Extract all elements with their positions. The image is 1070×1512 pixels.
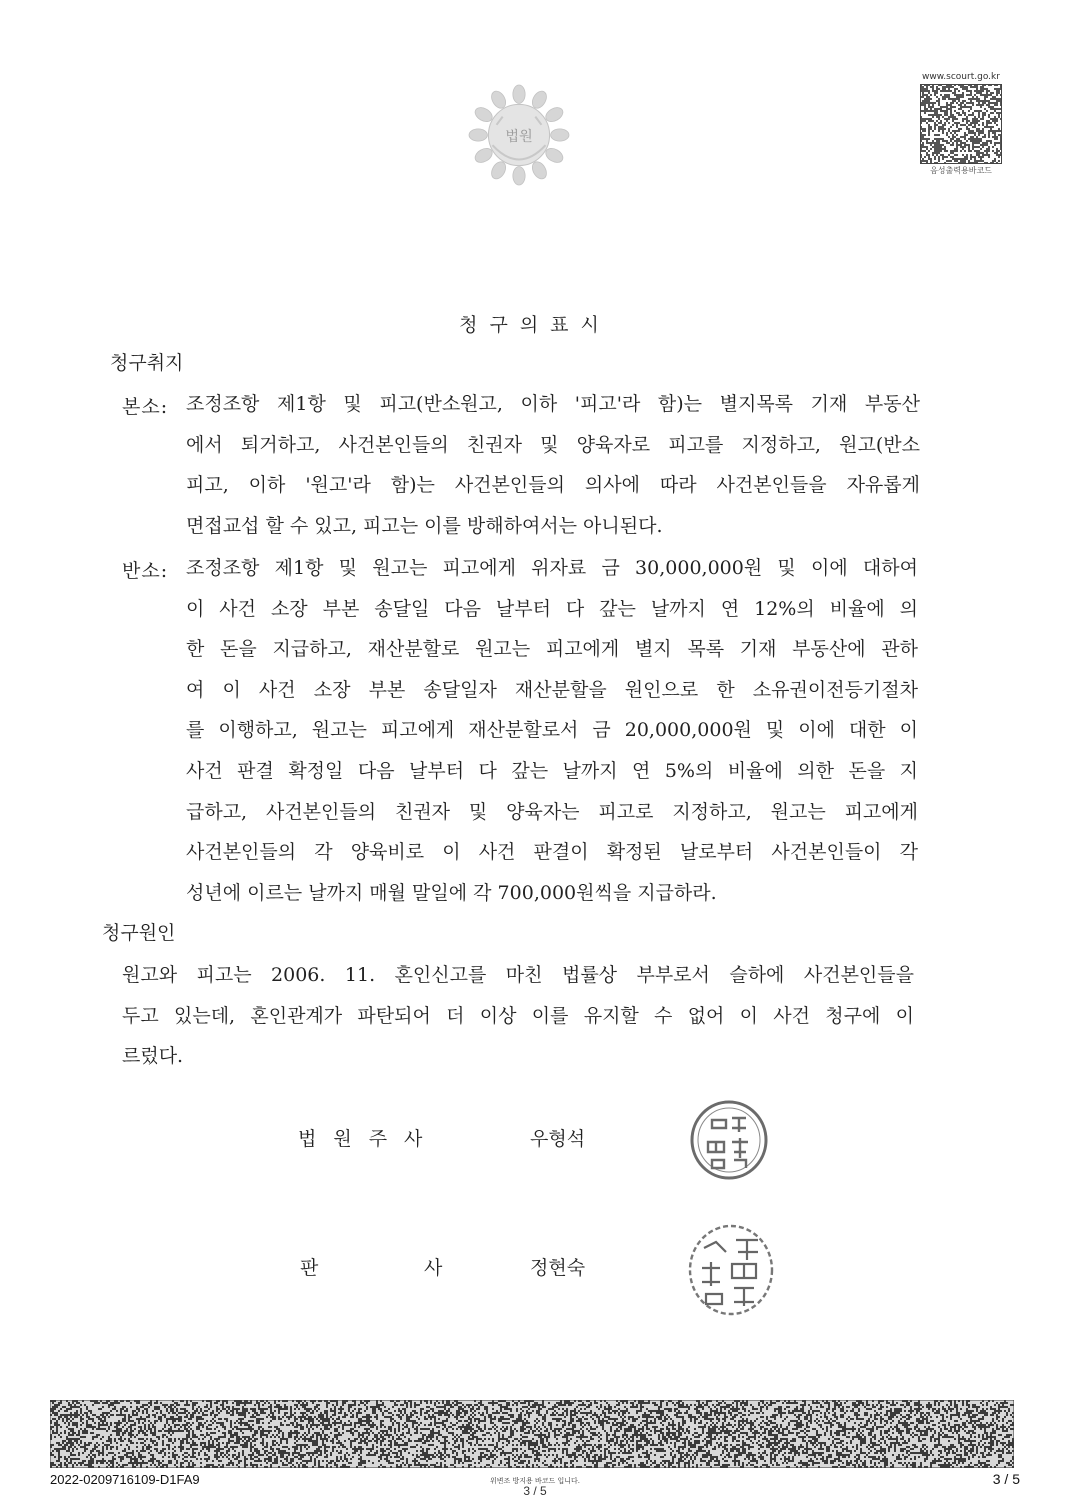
judge-name: 정현숙: [530, 1257, 586, 1279]
label-banso: 반소:: [122, 560, 169, 582]
text-line: 를 이행하고, 원고는 피고에게 재산분할로서 금 20,000,000원 및 이에 대한 이: [186, 719, 918, 742]
text-line: 이 사건 소장 부본 송달일 다음 날부터 다 갚는 날까지 연 12%의 비율에 의: [186, 597, 918, 620]
text-line: 면접교섭 할 수 있고, 피고는 이를 방해하여서는 아니된다.: [186, 514, 663, 537]
section-heading-purpose: 청구취지: [110, 352, 184, 374]
text-line: 원고와 피고는 2006. 11. 혼인신고를 마친 법률상 부부로서 슬하에 사건본인들을: [122, 964, 914, 986]
page-number: 3 / 5: [992, 1471, 1020, 1487]
text-line: 에서 퇴거하고, 사건본인들의 친권자 및 양육자로 피고를 지정하고, 원고(반소: [186, 433, 920, 456]
judge-title-second: 사: [424, 1257, 443, 1279]
document-title: 청구의표시: [459, 314, 611, 336]
text-line: 한 돈을 지급하고, 재산분할로 원고는 피고에게 별지 목록 기재 부동산에 관하: [186, 638, 918, 661]
text-line: 사건 판결 확정일 다음 날부터 다 갚는 날까지 연 5%의 비율에 의한 돈을 지: [186, 759, 918, 782]
clerk-name: 우형석: [530, 1128, 586, 1150]
judge-title-first: 판: [300, 1257, 319, 1279]
paragraph-cause: [122, 955, 914, 1077]
text-line: 두고 있는데, 혼인관계가 파탄되어 더 이상 이를 유지할 수 없어 이 사건 청구에 이: [122, 1004, 914, 1027]
document-id: 2022-0209716109-D1FA9: [50, 1472, 200, 1487]
emblem-label: 법원: [505, 129, 533, 146]
court-emblem-icon: [468, 84, 570, 186]
label-bonso: 본소:: [122, 396, 169, 418]
clerk-title: 법원주사: [298, 1128, 440, 1150]
text-line: 여 이 사건 소장 부본 송달일자 재산분할을 원인으로 한 소유권이전등기절차: [186, 678, 918, 701]
text-line: 급하고, 사건본인들의 친권자 및 양육자는 피고로 지정하고, 원고는 피고에게: [186, 800, 918, 823]
text-line: 사건본인들의 각 양육비로 이 사건 판결이 확정된 날로부터 사건본인들이 각: [186, 841, 918, 864]
barcode-page-note: 3 / 5: [523, 1484, 547, 1498]
qr-code-icon: [920, 84, 1002, 164]
section-heading-cause: 청구원인: [102, 922, 176, 944]
qr-caption: 음성출력용바코드: [930, 166, 992, 175]
text-line: 조정조항 제1항 및 피고(반소원고, 이하 '피고'라 함)는 별지목록 기재 부동산: [186, 393, 920, 415]
barcode-note: 위변조 방지용 바코드 입니다.: [489, 1477, 581, 1485]
qr-url: www.scourt.go.kr: [922, 72, 1000, 82]
text-line: 피고, 이하 '원고'라 함)는 사건본인들의 의사에 따라 사건본인들을 자유롭게: [186, 474, 920, 497]
paragraph-bonso: [186, 384, 920, 546]
judge-seal-icon: [686, 1222, 776, 1318]
paragraph-banso: [186, 548, 918, 913]
clerk-seal-icon: [688, 1098, 770, 1182]
text-line: 조정조항 제1항 및 원고는 피고에게 위자료 금 30,000,000원 및 이에 대하여: [186, 557, 918, 579]
anti-forgery-barcode: [50, 1400, 1014, 1468]
text-line: 성년에 이르는 날까지 매월 말일에 각 700,000원씩을 지급하라.: [186, 881, 717, 904]
text-line: 르렀다.: [122, 1045, 184, 1068]
